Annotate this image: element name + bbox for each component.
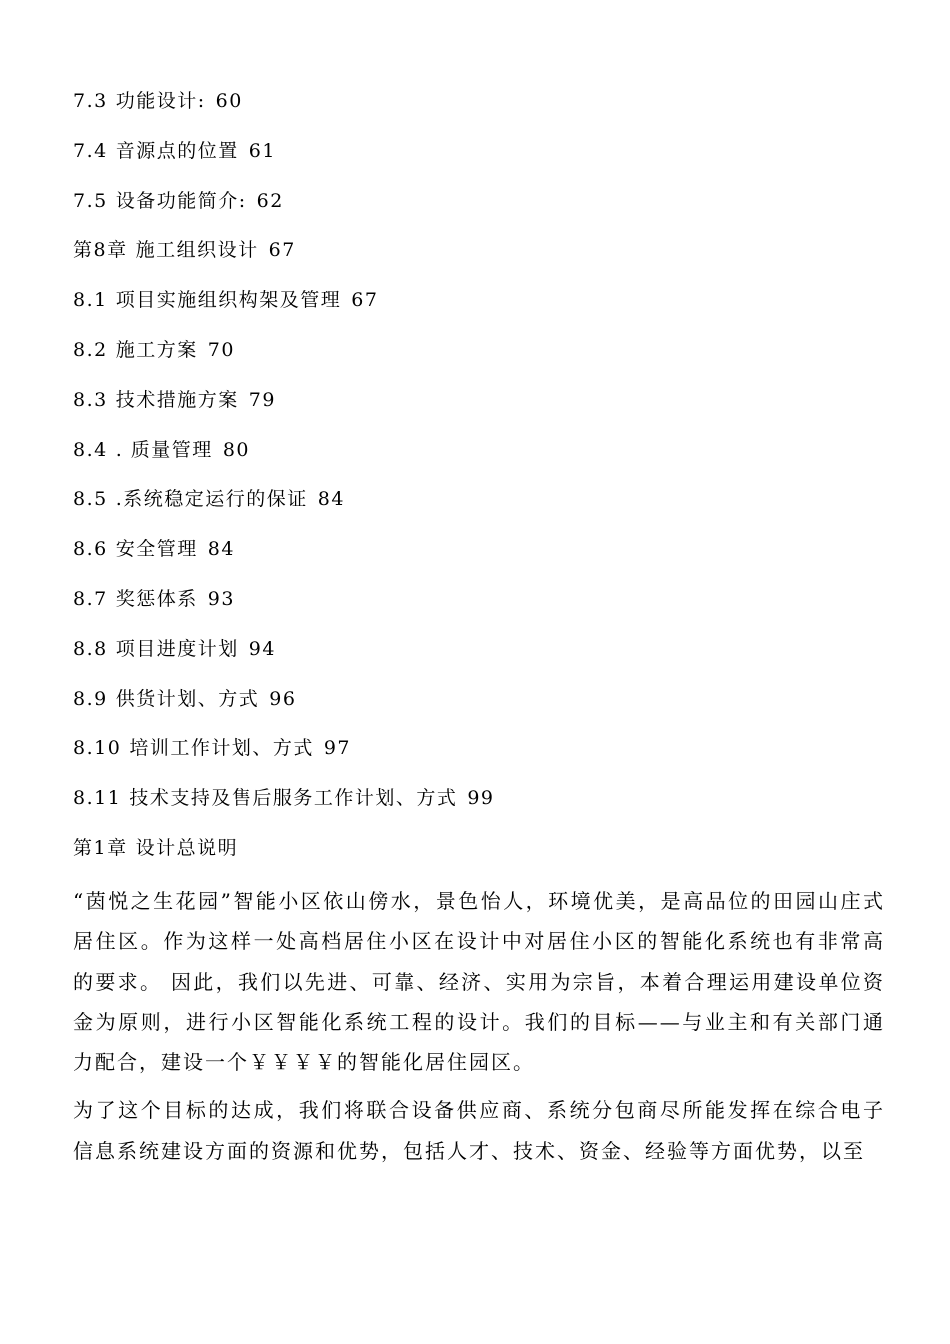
toc-entry-page: 80	[222, 438, 250, 461]
chapter-number: 第1章	[73, 836, 128, 859]
toc-entry-number: 7.4	[73, 139, 108, 162]
body-text	[73, 881, 885, 1179]
toc-entry-title: 安全管理	[115, 538, 198, 561]
toc-entry-page: 96	[269, 687, 297, 710]
toc-entry-page: 99	[467, 787, 495, 810]
toc-entry[interactable]	[73, 333, 893, 383]
toc-entry-number: 8.4	[73, 438, 108, 461]
toc-entry-title: 设备功能简介:	[115, 189, 247, 212]
toc-entry[interactable]	[73, 383, 893, 433]
toc-entry-number: 8.11	[73, 787, 122, 810]
toc-entry-title: 技术支持及售后服务工作计划、方式	[129, 787, 458, 810]
toc-entry-page: 67	[268, 239, 296, 262]
toc-entry-title: 施工组织设计	[135, 239, 259, 262]
table-of-contents	[73, 84, 893, 881]
toc-entry-page: 84	[317, 488, 345, 511]
toc-entry-page: 61	[248, 139, 276, 162]
toc-entry[interactable]	[73, 682, 893, 732]
toc-entry-number: 8.1	[73, 289, 108, 312]
toc-entry-title: 项目实施组织构架及管理	[115, 289, 342, 312]
toc-entry-title: 技术措施方案	[115, 388, 239, 411]
toc-entry-page: 70	[207, 338, 235, 361]
toc-entry-page: 60	[215, 90, 243, 112]
toc-entry-number: 8.6	[73, 538, 108, 561]
toc-entry-title: . 质量管理	[115, 438, 213, 461]
toc-entry-page: 79	[248, 388, 276, 411]
toc-entry-title: 施工方案	[115, 338, 198, 361]
toc-entry-page: 93	[207, 587, 235, 610]
toc-entry[interactable]	[73, 134, 893, 184]
toc-entry-page: 84	[207, 538, 235, 561]
toc-entry-page: 67	[351, 289, 379, 312]
toc-entry-number: 8.3	[73, 388, 108, 411]
toc-entry-number: 7.3	[73, 90, 108, 112]
toc-entry[interactable]	[73, 283, 893, 333]
toc-entry-number: 8.7	[73, 587, 108, 610]
toc-entry-number: 8.2	[73, 338, 108, 361]
toc-entry[interactable]	[73, 582, 893, 632]
toc-entry[interactable]	[73, 731, 893, 781]
toc-entry-page: 62	[256, 189, 284, 212]
toc-entry-number: 8.8	[73, 637, 108, 660]
toc-entry-number: 7.5	[73, 189, 108, 212]
toc-entry-title: 项目进度计划	[115, 637, 239, 660]
toc-entry-page: 97	[323, 737, 352, 760]
toc-entry[interactable]	[73, 433, 893, 483]
toc-entry-number: 8.10	[73, 737, 122, 760]
toc-entry-title: 功能设计:	[115, 90, 206, 112]
toc-entry-number: 8.9	[73, 687, 108, 710]
toc-entry[interactable]	[73, 184, 893, 234]
toc-entry-number: 8.5	[73, 488, 108, 511]
toc-entry[interactable]	[73, 632, 893, 682]
toc-entry-number: 第8章	[73, 239, 128, 262]
toc-entry-title: 音源点的位置	[115, 139, 239, 162]
toc-entry-title: 供货计划、方式	[115, 687, 260, 710]
toc-entry-title: 培训工作计划、方式	[129, 737, 314, 760]
toc-entry-title: .系统稳定运行的保证	[115, 488, 308, 511]
chapter-heading	[73, 831, 893, 881]
chapter-title: 设计总说明	[135, 836, 239, 859]
toc-entry[interactable]	[73, 781, 893, 831]
toc-entry[interactable]	[73, 532, 893, 582]
toc-entry[interactable]	[73, 233, 893, 283]
toc-entry[interactable]	[73, 84, 893, 134]
toc-entry-page: 94	[248, 637, 276, 660]
toc-entry[interactable]	[73, 482, 893, 532]
toc-entry-title: 奖惩体系	[115, 587, 198, 610]
paragraph: 为了这个目标的达成，我们将联合设备供应商、系统分包商尽所能发挥在综合电子信息系统建设方面的资源和优势，包括人才、技术、资金、经验等方面优势，以至	[73, 1098, 885, 1163]
paragraph: “茵悦之生花园”智能小区依山傍水，景色怡人，环境优美，是高品位的田园山庄式居住区。作为这样一处高档居住小区在设计中对居住小区的智能化系统也有非常高的要求。 因此，我们以先进、可靠、经济、实用为宗旨，本着合理运用建设单位资金为原则，进行小区智能化系统工程的设计。我们的目标——与业主和有关部门通力配合，建设一个￥￥￥￥的智能化居住园区。	[73, 889, 885, 1075]
